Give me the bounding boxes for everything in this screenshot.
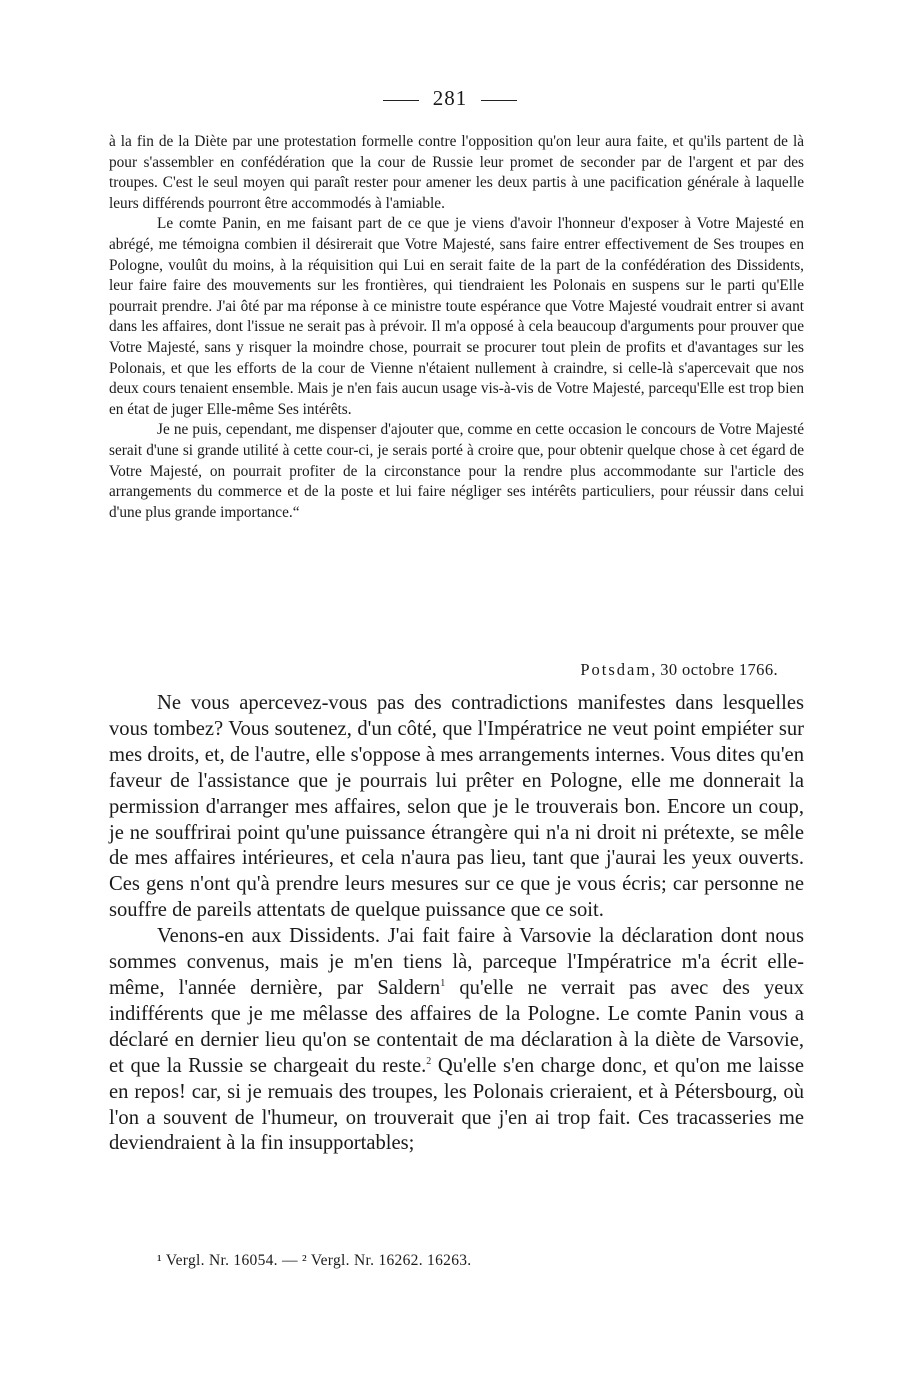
footnote-ref-2: 2 [426,1055,432,1067]
letter-body [109,691,804,1157]
page-header [0,86,900,111]
letter-paragraph-2-part-a: Venons-en aux Dissidents. J'ai fait faire à Varsovie la déclaration dont nous sommes convenus, mais je m'en tiens là, parceque l'Impératrice m'a écrit elle-même, l'année dernière, par Saldern [109,925,804,999]
quote-paragraph-3: Je ne puis, cependant, me dispenser d'ajouter que, comme en cette occasion le concours de Votre Majesté serait d'une si grande utilité à cette cour-ci, je serais porté à croire que, pour obtenir quelque chose à cet égard de Votre Majesté, on pourrait profiter de la circonstance pour la rendre plus accommodante sur l'article des arrangements du commerce et de la poste et lui faire négliger ses intérêts particuliers, pour réussir dans celui d'une plus grande importance.“ [109,421,804,521]
dateline-date: , 30 octobre 1766. [651,660,778,679]
quote-paragraph-2: Le comte Panin, en me faisant part de ce que je viens d'avoir l'honneur d'exposer à Votre Majesté en abrégé, me témoigna combien il désirerait que Votre Majesté, sans faire entrer effectivement de Ses troupes en Pologne, voulût du moins, à la réquisition qui Lui en serait faite de la part de la confédération des Dissidents, leur faire faire des mouvements sur les frontières, qui tiendraient les Polonais en suspens sur le parti qu'Elle pourrait prendre. J'ai ôté par ma réponse à ce ministre toute espérance que Votre Majesté voudrait entrer si avant dans les affaires, dont l'issue ne serait pas à prévoir. Il m'a opposé à cela beaucoup d'arguments pour prouver que Votre Majesté, sans y risquer la moindre chose, pourrait se procurer tout plein de profits et d'avantages sur les Polonais, et que les efforts de la cour de Vienne n'étaient nullement à craindre, si celle-là s'apercevait que nos deux cours tenaient ensemble. Mais je n'en fais aucun usage vis-à-vis de Votre Majesté, parcequ'Elle est trop bien en état de juger Elle-même Ses intérêts. [109,215,804,418]
letter-paragraph-2-part-b: qu'elle ne verrait pas avec des yeux indifférents que je me mêlasse des affaires de la Pologne. Le comte Panin vous a déclaré en dernier lieu qu'on se contentait de ma déclaration à la diète de Varsovie, et que la Russie se chargeait du reste. [109,976,804,1077]
footnotes: ¹ Vergl. Nr. 16054. — ² Vergl. Nr. 16262. 16263. [157,1252,472,1269]
quoted-report [109,132,804,523]
letter-paragraph-2-part-c: Qu'elle s'en charge donc, et qu'on me laisse en repos! car, si je remuais des troupes, les Polonais crieraient, et à Pétersbourg, où l'on a souvent de l'humeur, on trouverait que j'en ai trop fait. Ces tracasseries me deviendraient à la fin insupportables; [109,1054,805,1155]
dateline [580,660,778,680]
letter-paragraph-1: Ne vous apercevez-vous pas des contradictions manifestes dans lesquelles vous tombez? Vous soutenez, d'un côté, que l'Impératrice ne veut point empiéter sur mes droits, et, de l'autre, elle s'oppose à mes arrangements internes. Vous dites qu'en faveur de l'assistance que je pourrais lui prêter en Pologne, elle me donnerait la permission d'arranger mes affaires, selon que je le trouverais bon. Encore un coup, je ne souffrirai point qu'une puissance étrangère qui n'a ni droit ni prétexte, se mêle de mes affaires intérieures, et cela n'aura pas lieu, tant que j'aurai les yeux ouverts. Ces gens n'ont qu'à prendre leurs mesures sur ce que je vous écris; car personne ne souffre de pareils attentats de quelque puissance que ce soit. [109,692,804,922]
header-dash-left [383,100,419,101]
page-number: 281 [432,86,468,110]
dateline-place: Potsdam [580,660,652,679]
quote-paragraph-1: à la fin de la Diète par une protestation formelle contre l'opposition qu'on leur aura faite, et qu'ils partent de là pour s'assembler en confédération que la cour de Russie leur promet de seconder par de l'argent et par des troupes. C'est le seul moyen qui paraît rester pour amener les deux partis à une pacification générale à laquelle leurs différends pourront être accommodés à l'amiable. [109,133,804,212]
footnote-ref-1: 1 [440,978,446,990]
header-dash-right [481,100,517,101]
letter-paragraph-2 [109,924,804,1157]
